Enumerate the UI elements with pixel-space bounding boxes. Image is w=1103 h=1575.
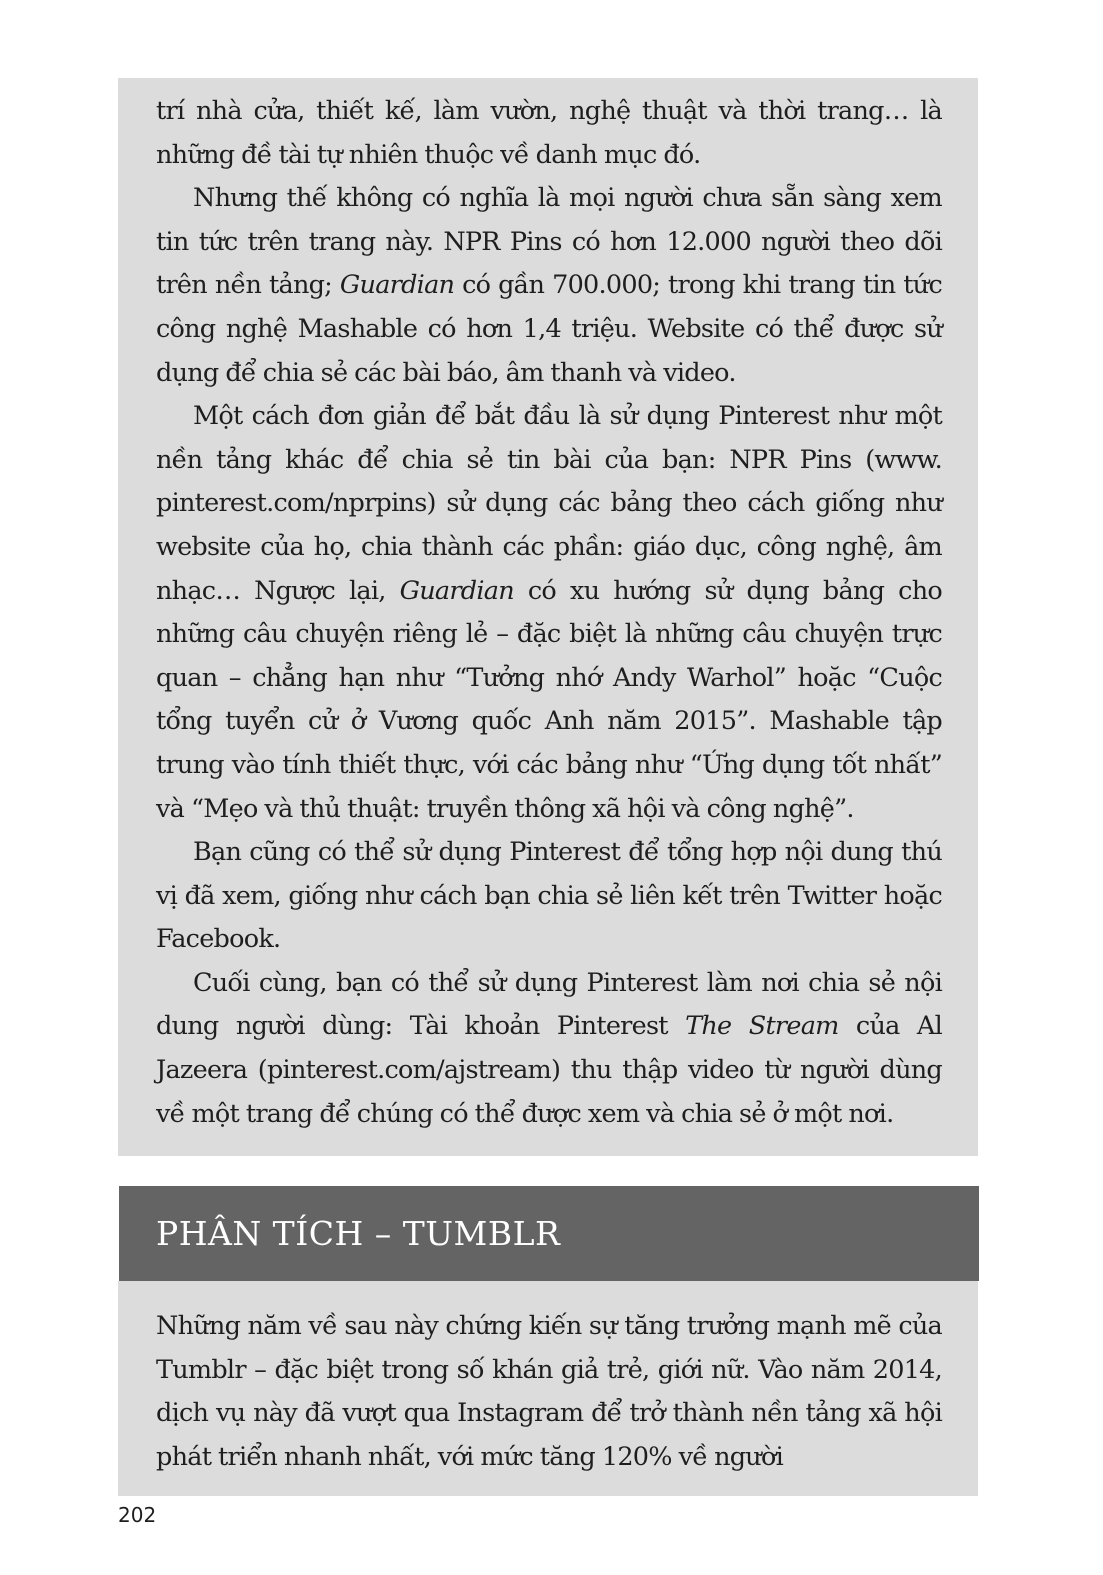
italic-publication-name: The Stream (685, 1011, 839, 1042)
sidebar-box (118, 78, 978, 1156)
paragraph-text: trí nhà cửa, thiết kế, làm vườn, nghệ thuật và thời trang… là những đề tài tự nhiên thuộc về danh mục đó. (156, 96, 942, 170)
paragraph-text: của Al Jazeera (pinterest.com/ajstream) thu thập video từ người dùng về một trang để chúng có thể được xem và chia sẻ ở một nơi. (156, 1011, 942, 1129)
sidebar-paragraph (156, 90, 942, 177)
sidebar-paragraph (156, 962, 942, 1136)
italic-publication-name: Guardian (339, 270, 455, 301)
section-title: PHÂN TÍCH – TUMBLR (156, 1214, 561, 1253)
paragraph-text: Một cách đơn giản để bắt đầu là sử dụng Pinterest như một nền tảng khác để chia sẻ tin bài của bạn: NPR Pins (www. pinterest.com/nprpins) sử dụng các bảng theo cách giống như website của họ, chia thành các phần: giáo dục, công nghệ, âm nhạc… Ngược lại, (156, 401, 942, 606)
paragraph-text: Cuối cùng, bạn có thể sử dụng Pinterest làm nơi chia sẻ nội dung người dùng: Tài khoản Pinterest (156, 967, 942, 1042)
paragraph-text: Bạn cũng có thể sử dụng Pinterest để tổng hợp nội dung thú vị đã xem, giống như cách bạn chia sẻ liên kết trên Twitter hoặc Facebook. (156, 837, 942, 955)
sidebar-paragraph (156, 395, 942, 831)
paragraph-text: có xu hướng sử dụng bảng cho những câu chuyện riêng lẻ – đặc biệt là những câu chuyện trực quan – chẳng hạn như “Tưởng nhớ Andy Warhol” hoặc “Cuộc tổng tuyển cử ở Vương quốc Anh năm 2015”. Mashable tập trung vào tính thiết thực, với các bảng như “Ứng dụng tốt nhất” và “Mẹo và thủ thuật: truyền thông xã hội và công nghệ”. (156, 575, 942, 824)
paragraph-text: Nhưng thế không có nghĩa là mọi người chưa sẵn sàng xem tin tức trên trang này. NPR Pins có hơn 12.000 người theo dõi trên nền tảng; (156, 183, 942, 301)
sidebar-paragraph (156, 177, 942, 395)
italic-publication-name: Guardian (399, 575, 514, 606)
sidebar-paragraph (156, 831, 942, 962)
page-number: 202 (118, 1503, 157, 1527)
paragraph-text: có gần 700.000; trong khi trang tin tức công nghệ Mashable có hơn 1,4 triệu. Website có thể được sử dụng để chia sẻ các bài báo, âm thanh và video. (156, 270, 942, 388)
section-body-box (118, 1281, 978, 1496)
section-header-bar (119, 1186, 979, 1281)
section-paragraph: Những năm về sau này chứng kiến sự tăng trưởng mạnh mẽ của Tumblr – đặc biệt trong số khán giả trẻ, giới nữ. Vào năm 2014, dịch vụ này đã vượt qua Instagram để trở thành nền tảng xã hội phát triển nhanh nhất, với mức tăng 120% về người (156, 1311, 942, 1472)
